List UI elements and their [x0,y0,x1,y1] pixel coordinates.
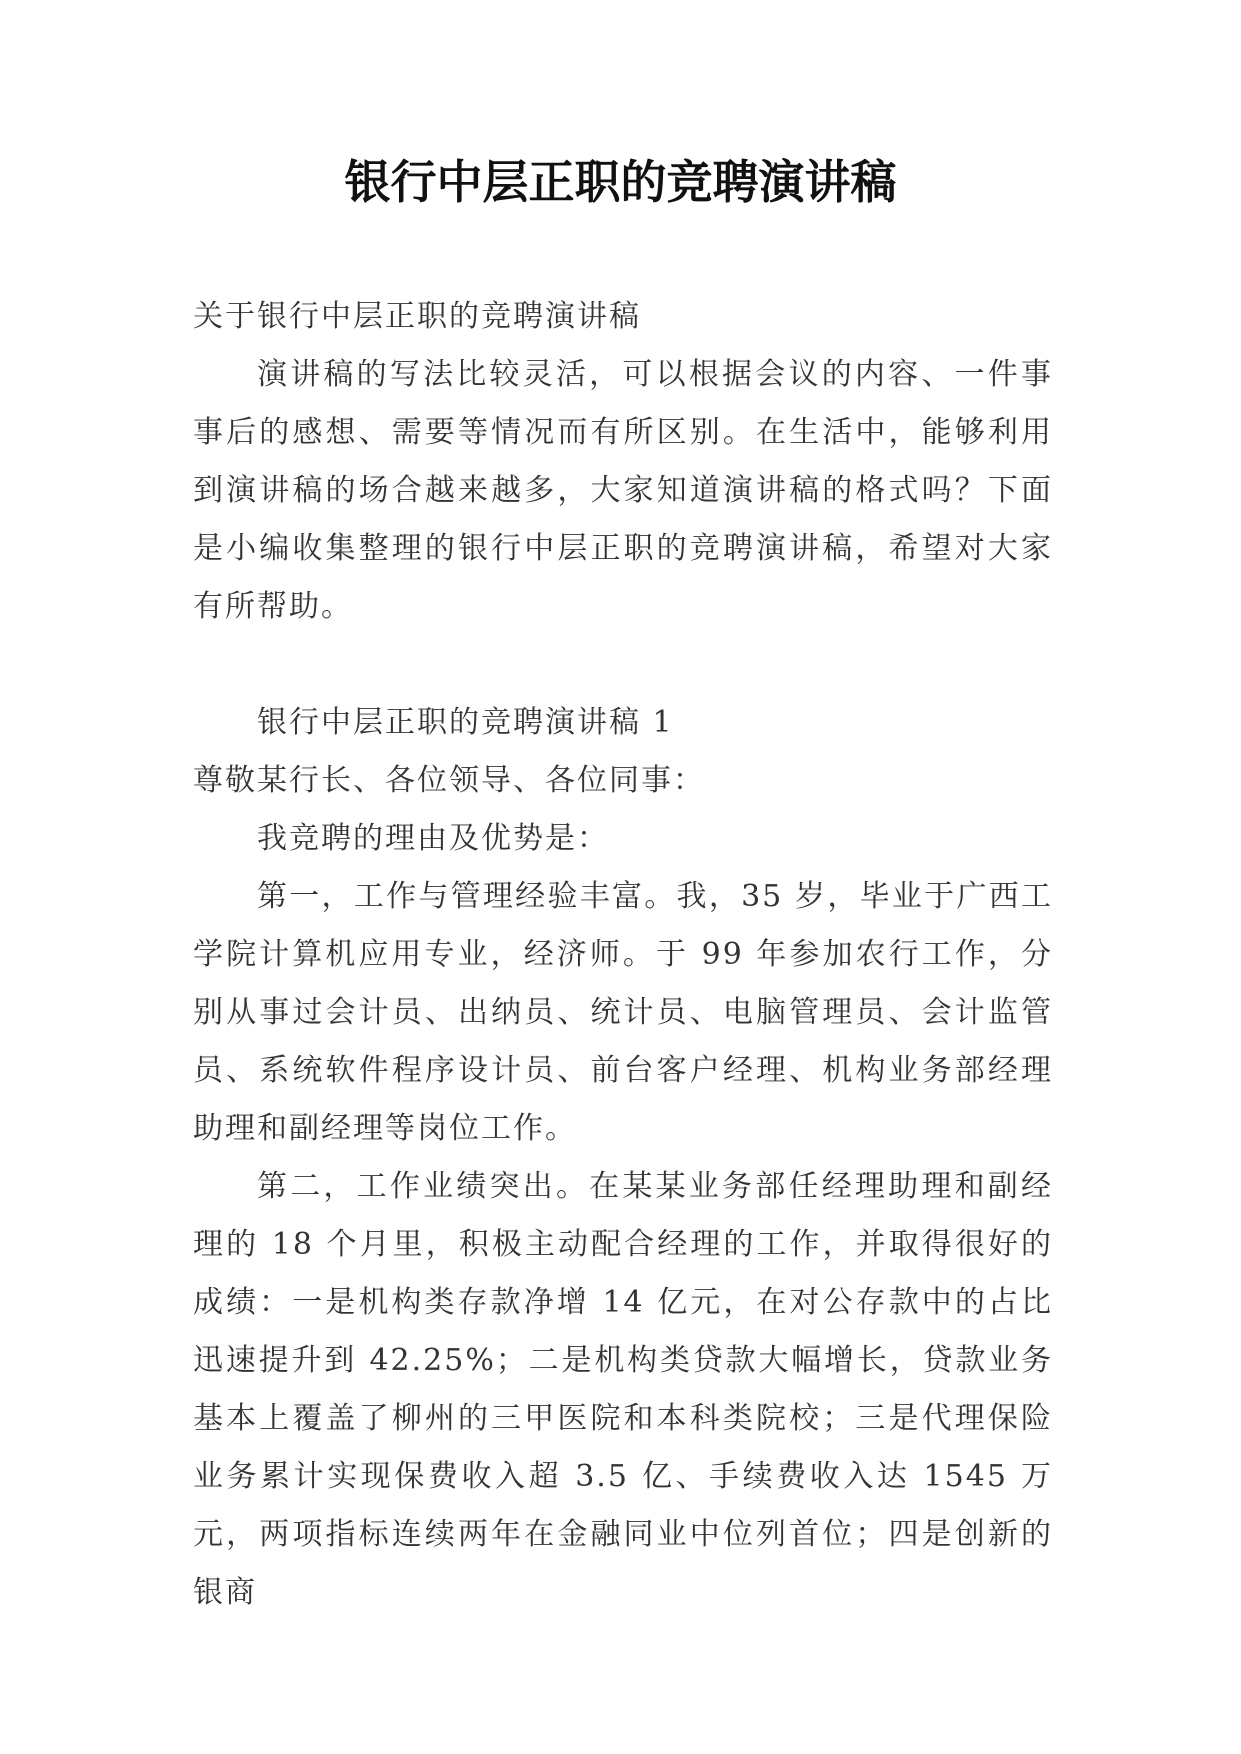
document-body [193,288,1053,1622]
reason-two-paragraph: 第二，工作业绩突出。在某某业务部任经理助理和副经理的 18 个月里，积极主动配合经理的工作，并取得很好的成绩：一是机构类存款净增 14 亿元，在对公存款中的占比迅速提升到 42.25%；二是机构类贷款大幅增长，贷款业务基本上覆盖了柳州的三甲医院和本科类院校；三是代理保险业务累计实现保费收入超 3.5 亿、手续费收入达 1545 万元，两项指标连续两年在金融同业中位列首位；四是创新的银商 [193,1169,1053,1610]
intro-heading: 关于银行中层正职的竞聘演讲稿 [193,299,641,334]
intro-paragraph: 演讲稿的写法比较灵活，可以根据会议的内容、一件事事后的感想、需要等情况而有所区别。在生活中，能够利用到演讲稿的场合越来越多，大家知道演讲稿的格式吗？下面是小编收集整理的银行中层正职的竞聘演讲稿，希望对大家有所帮助。 [193,357,1053,624]
section-heading: 银行中层正职的竞聘演讲稿 1 [257,705,674,740]
salutation: 尊敬某行长、各位领导、各位同事： [193,763,705,798]
reason-one-paragraph: 第一，工作与管理经验丰富。我，35 岁，毕业于广西工学院计算机应用专业，经济师。于 99 年参加农行工作，分别从事过会计员、出纳员、统计员、电脑管理员、会计监管员、系统软件程序设计员、前台客户经理、机构业务部经理助理和副经理等岗位工作。 [193,879,1053,1146]
document-title: 银行中层正职的竞聘演讲稿 [344,155,897,209]
reasons-intro: 我竞聘的理由及优势是： [257,821,609,856]
